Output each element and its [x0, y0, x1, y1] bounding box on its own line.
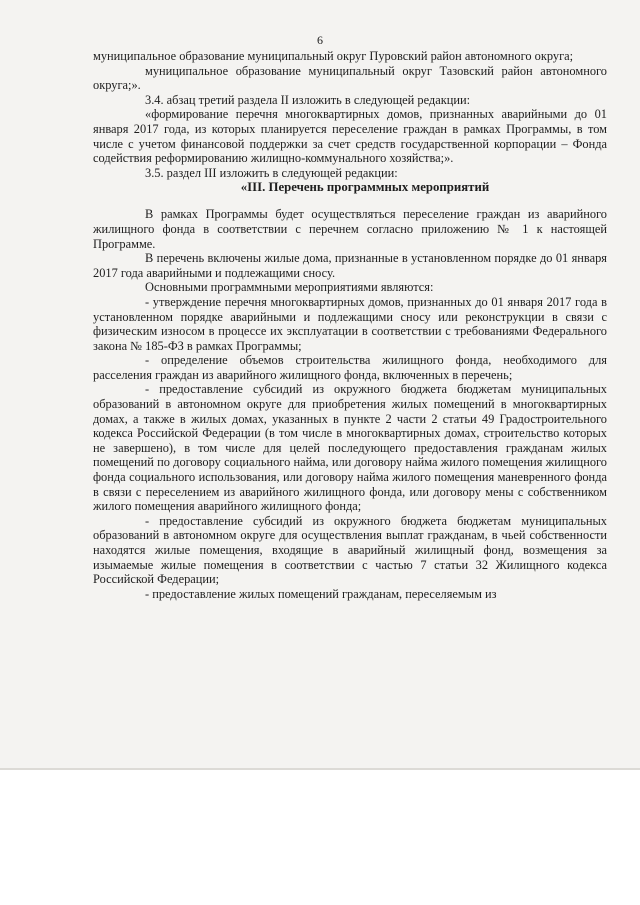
list-item: - утверждение перечня многоквартирных домов, признанных до 01 января 2017 года в установленном порядке аварийными и подлежащими сносу или реконструкции в связи с физическим износом в процессе их эксплуатации в соответствии с требованиями Федерального закона № 185-ФЗ в рамках Программы;	[93, 294, 607, 353]
list-item: - определение объемов строительства жилищного фонда, необходимого для расселения граждан из аварийного жилищного фонда, включенных в перечень;	[93, 353, 607, 382]
scan-edge	[0, 768, 640, 770]
section-heading: «III. Перечень программных мероприятий	[240, 180, 490, 195]
list-item: - предоставление жилых помещений гражданам, переселяемым из	[145, 586, 497, 601]
document-text	[93, 49, 607, 601]
list-item: - предоставление субсидий из окружного бюджета бюджетам муниципальных образований в автономном округе для осуществления выплат гражданам, в чьей собственности находятся жилые помещения, входящие в аварийный жилищный фонд, возмещения за изымаемые жилые помещения в соответствии с частью 7 статьи 32 Жилищного кодекса Российской Федерации;	[93, 513, 607, 587]
paragraph: В рамках Программы будет осуществляться переселение граждан из аварийного жилищного фонда в соответствии с перечнем согласно приложению № 1 к настоящей Программе.	[93, 207, 607, 251]
list-item: - предоставление субсидий из окружного бюджета бюджетам муниципальных образований в автономном округе для приобретения жилых помещений в многоквартирных домах, а также в жилых домах, указанных в пункте 2 части 2 статьи 49 Градостроительного кодекса Российской Федерации (в том числе в многоквартирных домах, строительство которых не завершено), в том числе для целей последующего предоставления гражданам жилых помещений по договору социального найма, или договору найма жилого помещения жилищного фонда социального использования, или договору найма жилого помещения маневренного фонда в связи с переселением из аварийного жилищного фонда, или договору мены с собственником жилого помещения аварийного жилищного фонда;	[93, 382, 607, 514]
page-number: 6	[317, 33, 323, 47]
paragraph: В перечень включены жилые дома, признанные в установленном порядке до 01 января 2017 года аварийными и подлежащими сносу.	[93, 251, 607, 280]
paragraph: 3.4. абзац третий раздела II изложить в следующей редакции:	[145, 92, 471, 107]
paragraph: Основными программными мероприятиями являются:	[145, 280, 434, 295]
paragraph: 3.5. раздел III изложить в следующей редакции:	[145, 165, 398, 180]
paragraph: «формирование перечня многоквартирных домов, признанных аварийными до 01 января 2017 года, из которых планируется переселение граждан в рамках Программы, в том числе с учетом финансовой поддержки за счет средств государственной корпорации – Фонда содействия реформированию жилищно-коммунального хозяйства;».	[93, 107, 607, 166]
paragraph: муниципальное образование муниципальный округ Пуровский район автономного округа;	[93, 49, 574, 63]
paragraph: муниципальное образование муниципальный округ Тазовский район автономного округа;».	[93, 63, 607, 93]
